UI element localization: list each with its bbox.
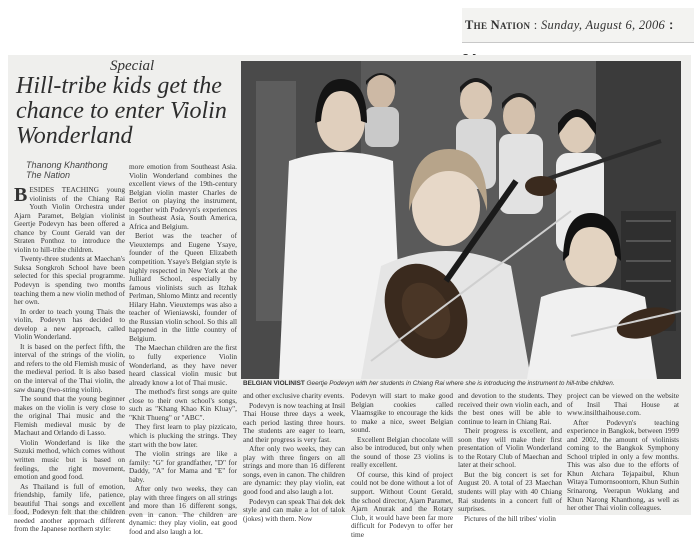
article-kicker: Special xyxy=(110,58,155,74)
publication-name: The Nation xyxy=(465,18,531,32)
article-headline: Hill-tribe kids get the chance to enter Violin Wonderland xyxy=(16,73,227,149)
paragraph: Podevyn is now teaching at Insil Thai House three days a week, each period lasting three hours. The students are eager to learn, and their progress is very fast. xyxy=(243,400,345,444)
paragraph: Twenty-three students at Maechan's Suksa Songkroh School have been selected for this special programme. Podevyn is spending two months teaching them a new violin method of her own. xyxy=(14,254,125,307)
student-figure xyxy=(365,73,399,147)
article-column-5 xyxy=(458,391,562,523)
paragraph: Their progress is excellent, and soon they will make their first presentation of Violin Wonderland to the Rotary Club of Maechan and later at their school. xyxy=(458,426,562,470)
article-column-6 xyxy=(567,392,679,512)
masthead xyxy=(462,8,694,43)
caption-lead: BELGIAN VIOLINIST xyxy=(243,380,305,387)
masthead-separator: : xyxy=(530,18,541,32)
paragraph: The sound that the young beginner makes on the violin is very close to the original Thai music and the Flemish medieval music by de Machaut and Orlando di Lasso. xyxy=(14,394,125,438)
byline-author: Thanong Khanthong xyxy=(26,160,108,170)
paragraph: The method's first songs are quite close to their own school's songs, such as "Khang Khao Kin Kluay", "Khit Thueng" or "ABC". xyxy=(129,387,237,422)
article-column-1 xyxy=(14,184,125,534)
paragraph: It is based on the perfect fifth, the interval of the strings of the violin, and refers to the old Flemish music of the medieval period. It is also based on the interval of the Thai violin, the saw duang (two-string violin). xyxy=(14,341,125,394)
paragraph: As Thailand is full of emotion, friendship, family life, patience, beautiful Thai songs and excellent food, Podevyn felt that the children needed another approach different from the Japanese northern style: xyxy=(14,481,125,534)
paragraph: But the big concert is set for August 20. A total of 23 Maechan students will play with 40 Chiang Rai students in a concert full of surprises. xyxy=(458,469,562,514)
paragraph: After only two weeks, they can play with three fingers on all strings and more than 16 different songs, even in canon. The children are dynamic: they play violin, eat good food and also laugh a lot. xyxy=(129,484,237,536)
byline xyxy=(26,160,108,180)
paragraph: Beriot was the teacher of Vieuxtemps and Eugene Ysaye, founder of the Queen Elizabeth competition. Ysaye's Belgian style is highly respected in New York at the Julliard School, especially by famous violinists such as Itzhak Perlman, Shlomo Mintz and recently Hilary Hahn. Vieuxtemps was also a teacher of Wieniawski, founder of the Russian violin school. So this all happened in the little country of Belgium. xyxy=(129,231,237,343)
paragraph: Podevyn will start to make good Belgian cookies called Vlaamsgike to encourage the kids to make a nice, sweet Belgian sound. xyxy=(351,391,453,435)
article-photo xyxy=(241,61,681,379)
paragraph: project can be viewed on the website of Insil Thai House at www.insilthaihouse.com. xyxy=(567,391,679,418)
paragraph: more emotion from Southeast Asia. Violin Wonderland combines the excellent views of the 19th-century Belgian violin master Charles de Beriot on playing the instrument, together with Podevyn's experiences in Southeast Asia, South America, Africa and Belgium. xyxy=(129,162,237,231)
paragraph: Violin Wonderland is like the Suzuki method, which comes without written music but is based on feelings, the right movement, emotion and good food. xyxy=(14,437,125,482)
article-column-3 xyxy=(243,391,345,523)
caption-text: Geertje Podevyn with her students in Chiang Rai where she is introducing the instrument to hill-tribe children. xyxy=(304,380,615,387)
paragraph: After only two weeks, they can play with three fingers on all strings and more than 16 different songs, even in canon. The children are dynamic: they play violin, eat good food and also laugh a lot. xyxy=(243,444,345,497)
paragraph: In order to teach young Thais the violin, Podevyn has decided to develop a new approach, called Violin Wonderland. xyxy=(14,306,125,342)
publication-date: Sunday, August 6, 2006 xyxy=(540,18,666,32)
paragraph: and devotion to the students. They received their own violin each, and the best ones will be able to continue to learn in Chiang Rai. xyxy=(458,391,562,426)
article-column-2 xyxy=(129,162,237,536)
photo-caption xyxy=(243,380,679,388)
page-number: : xyxy=(668,17,674,32)
paragraph: Podevyn can speak Thai dek dek style and can make a lot of talok (jokes) with them. Now xyxy=(243,496,345,523)
paragraph: They first learn to play pizzicato, which is plucking the strings. They start with the bow later. xyxy=(129,422,237,449)
paragraph: Of course, this kind of project could not be done without a lot of support. Without Count Gerald, the school director, Ajarn Paramet, Ajarn Anurak and the Rotary Club, it would have been far more difficult for Podevyn to offer her time xyxy=(351,469,453,539)
byline-source: The Nation xyxy=(26,170,71,180)
photo-illustration xyxy=(241,61,681,379)
article-column-4 xyxy=(351,391,453,539)
paragraph: Excellent Belgian chocolate will also be introduced, but only when the sound of those 23 violins is really excellent. xyxy=(351,434,453,470)
paragraph: ESIDES TEACHING young violinists of the Chiang Rai Youth Violin Orchestra under Ajarn Paramet, Belgian violinist Geertje Podevyn has been offered a chance by Count Gerald van der Straten Ponthoz to introduce the violin to hill-tribe children. xyxy=(14,185,125,254)
paragraph: After Podevyn's teaching experience in Bangkok, between 1999 and 2002, the amount of violinists coming to the Bangkok Symphony School tripled in only a few months. This was also due to the efforts of Khun Atchara Tejapaibul, Khun Witaya Tumornsoontorn, Khun Suthin Srinarong, Veerapun Woklang and Khun Narong Khanthong, as well as her other Thai violin colleagues. xyxy=(567,417,680,513)
paragraph: and other exclusive charity events. xyxy=(243,391,345,400)
paragraph: Pictures of the hill tribes' violin xyxy=(464,513,556,523)
paragraph: The violin strings are like a family: "G" for grandfather, "D" for Daddy, "A" for Mama and "E" for baby. xyxy=(129,449,237,484)
drop-cap: B xyxy=(14,184,28,206)
paragraph: The Maechan children are the first to fully experience Violin Wonderland, as they have never heard classical violin music but already know a lot of Thai music. xyxy=(129,343,237,387)
